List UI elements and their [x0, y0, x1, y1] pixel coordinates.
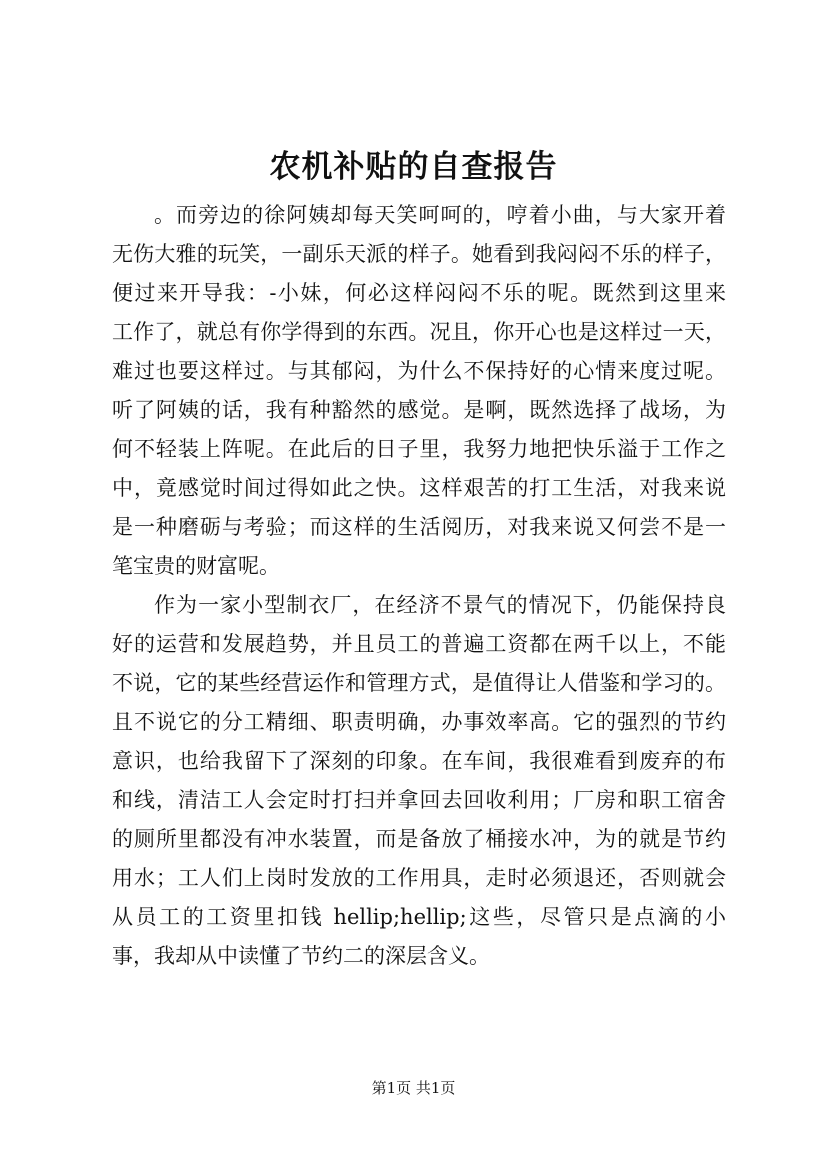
text-line: 工作了，就总有你学得到的东西。况且，你开心也是这样过一天， — [112, 320, 726, 344]
text-line: 不说，它的某些经营运作和管理方式，是值得让人借鉴和学习的。 — [112, 671, 726, 695]
text-line: 和线，清洁工人会定时打扫并拿回去回收利用；厂房和职工宿舍 — [112, 788, 726, 812]
paragraph — [112, 586, 726, 976]
page-footer: 第1页 共1页 — [371, 1079, 456, 1097]
text-line: 是一种磨砺与考验；而这样的生活阅历，对我来说又何尝不是一 — [112, 515, 726, 539]
text-line: 且不说它的分工精细、职责明确，办事效率高。它的强烈的节约 — [112, 710, 726, 734]
text-line: 难过也要这样过。与其郁闷，为什么不保持好的心情来度过呢。 — [112, 359, 726, 383]
document-title: 农机补贴的自查报告 — [269, 149, 558, 185]
text-line: 笔宝贵的财富呢。 — [112, 554, 280, 578]
text-line: 从员工的工资里扣钱 hellip;hellip;这些，尽管只是点滴的小 — [112, 905, 726, 929]
text-line: 。而旁边的徐阿姨却每天笑呵呵的，哼着小曲，与大家开着 — [154, 203, 726, 227]
paragraph — [112, 196, 726, 586]
text-line: 中，竟感觉时间过得如此之快。这样艰苦的打工生活，对我来说 — [112, 476, 726, 500]
text-line: 的厕所里都没有冲水装置，而是备放了桶接水冲，为的就是节约 — [112, 827, 726, 851]
text-line: 听了阿姨的话，我有种豁然的感觉。是啊，既然选择了战场，为 — [112, 398, 726, 422]
text-line: 作为一家小型制衣厂，在经济不景气的情况下，仍能保持良 — [154, 593, 726, 617]
text-line: 何不轻装上阵呢。在此后的日子里，我努力地把快乐溢于工作之 — [112, 437, 726, 461]
text-line: 用水；工人们上岗时发放的工作用具，走时必须退还，否则就会 — [112, 866, 726, 890]
text-line: 事，我却从中读懂了节约二的深层含义。 — [112, 944, 490, 968]
text-line: 意识，也给我留下了深刻的印象。在车间，我很难看到废弃的布 — [112, 749, 726, 773]
text-line: 无伤大雅的玩笑，一副乐天派的样子。她看到我闷闷不乐的样子， — [112, 242, 726, 266]
text-line: 便过来开导我：-小妹，何必这样闷闷不乐的呢。既然到这里来 — [112, 281, 726, 305]
text-line: 好的运营和发展趋势，并且员工的普遍工资都在两千以上，不能 — [112, 632, 726, 656]
document-body — [112, 196, 726, 976]
